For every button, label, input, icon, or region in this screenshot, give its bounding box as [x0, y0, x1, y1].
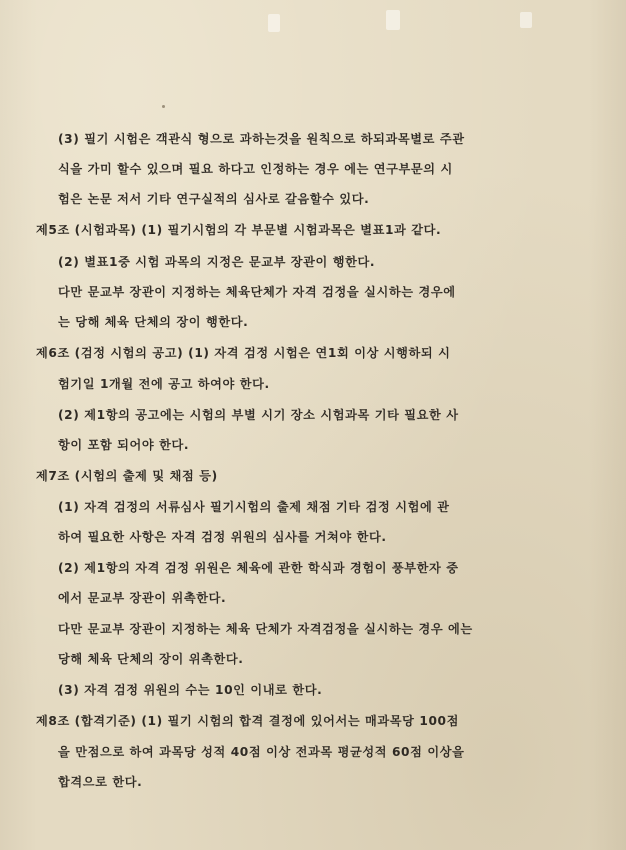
text-line: 제8조 (합격기준) (1) 필기 시험의 합격 결정에 있어서는 매과목당 100점: [36, 714, 459, 728]
text-line: 을 만점으로 하여 과목당 성적 40점 이상 전과목 평균성적 60점 이상을: [58, 745, 465, 759]
paper-smudge: [386, 10, 400, 30]
paper-smudge: [520, 12, 532, 28]
text-line: 제7조 (시험의 출제 및 채점 등): [36, 469, 218, 483]
text-line: 다만 문교부 장관이 지정하는 체육단체가 자격 검정을 실시하는 경우에: [58, 285, 456, 299]
text-line: 는 당해 체육 단체의 장이 행한다.: [58, 315, 249, 329]
text-line: (1) 자격 검정의 서류심사 필기시험의 출제 채점 기타 검정 시험에 관: [58, 500, 450, 514]
text-line: 당해 체육 단체의 장이 위촉한다.: [58, 652, 244, 666]
paper-speck: [162, 105, 165, 108]
text-line: 험은 논문 저서 기타 연구실적의 심사로 갈음할수 있다.: [58, 192, 370, 206]
text-line: 제6조 (검정 시험의 공고) (1) 자격 검정 시험은 연1회 이상 시행하되 시: [36, 346, 451, 360]
text-line: 식을 가미 할수 있으며 필요 하다고 인정하는 경우 에는 연구부문의 시: [58, 162, 453, 176]
text-line: 합격으로 한다.: [58, 775, 143, 789]
text-line: 하여 필요한 사항은 자격 검정 위원의 심사를 거쳐야 한다.: [58, 530, 387, 544]
text-line: (2) 별표1중 시험 과목의 지정은 문교부 장관이 행한다.: [58, 255, 376, 269]
text-line: 에서 문교부 장관이 위촉한다.: [58, 591, 227, 605]
paper-smudge: [268, 14, 280, 32]
text-line: (2) 제1항의 공고에는 시험의 부별 시기 장소 시험과목 기타 필요한 사: [58, 408, 459, 422]
text-line: (2) 제1항의 자격 검정 위원은 체육에 관한 학식과 경험이 풍부한자 중: [58, 561, 459, 575]
text-line: 제5조 (시험과목) (1) 필기시험의 각 부문별 시험과목은 별표1과 같다.: [36, 223, 442, 237]
text-line: 험기일 1개월 전에 공고 하여야 한다.: [58, 377, 270, 391]
text-line: 항이 포함 되어야 한다.: [58, 438, 190, 452]
text-line: (3) 자격 검정 위원의 수는 10인 이내로 한다.: [58, 683, 323, 697]
text-line: 다만 문교부 장관이 지정하는 체육 단체가 자격검정을 실시하는 경우 에는: [58, 622, 473, 636]
text-line: (3) 필기 시험은 객관식 형으로 과하는것을 원칙으로 하되과목별로 주관: [58, 132, 465, 146]
